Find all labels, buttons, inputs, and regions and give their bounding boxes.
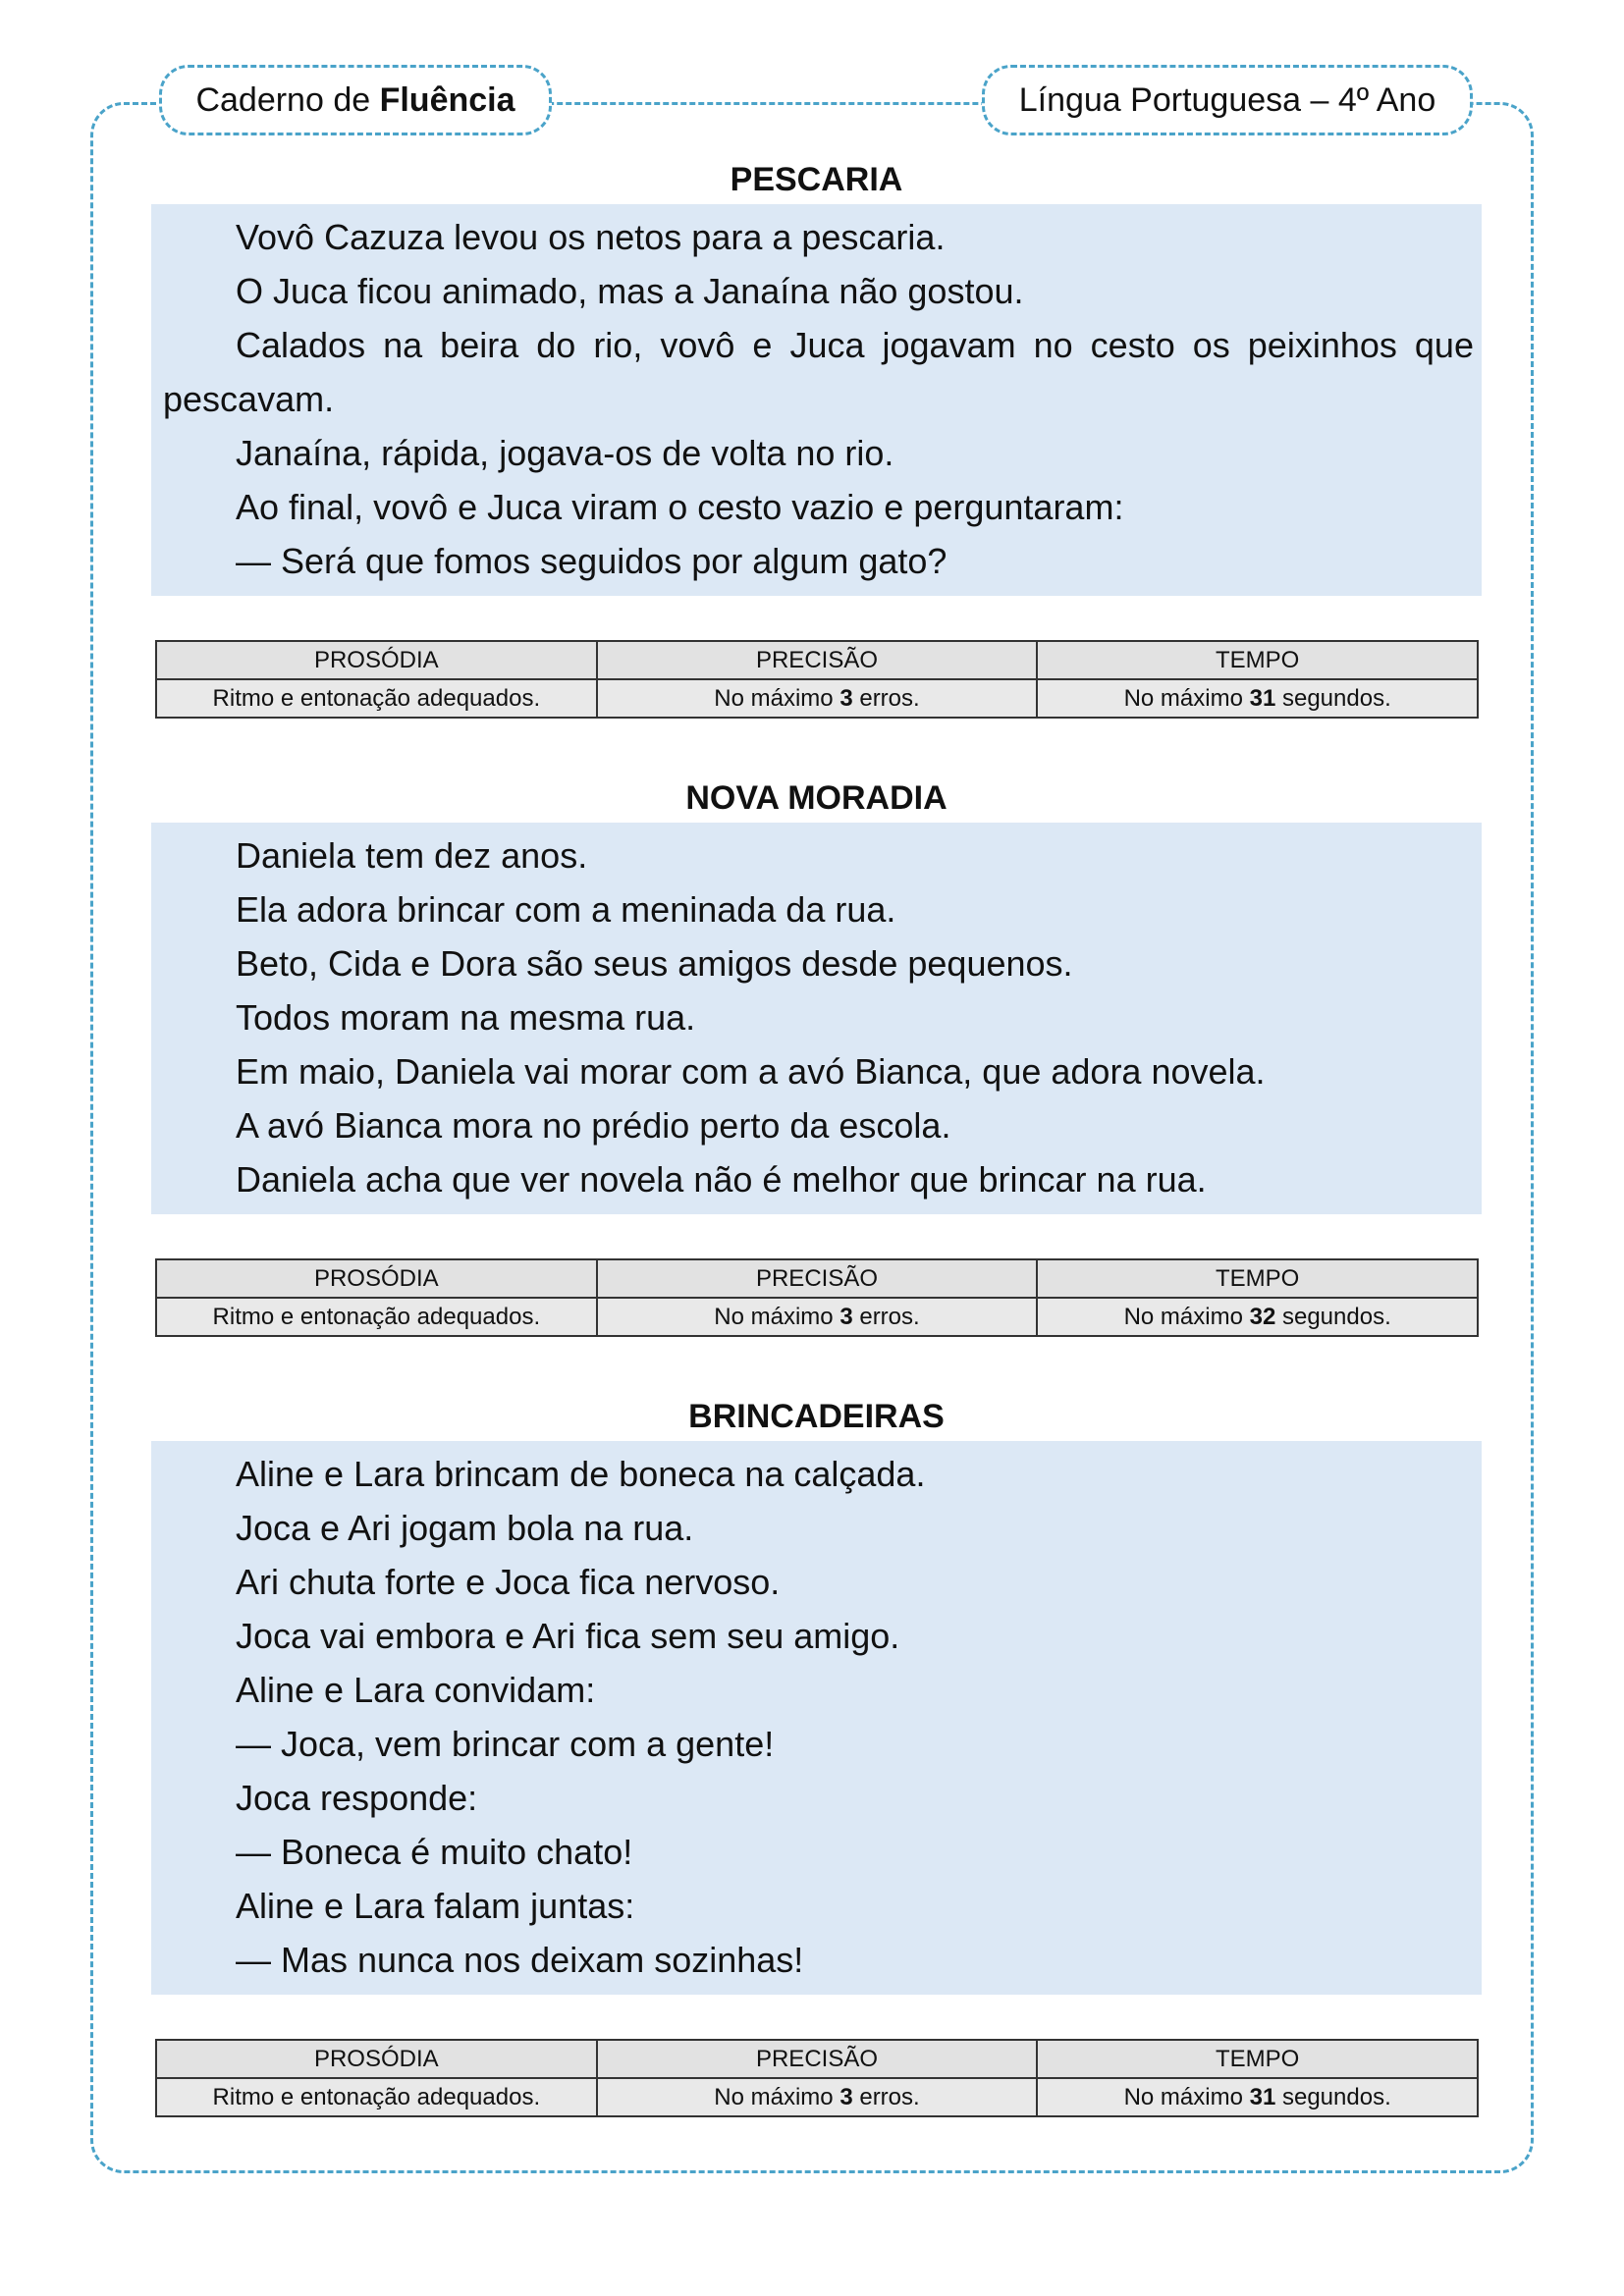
story-text-box (151, 1441, 1482, 1995)
story-text-box (151, 823, 1482, 1214)
rubric-header-precisao: PRECISÃO (597, 1259, 1038, 1298)
rubric-prosodia: Ritmo e entonação adequados. (156, 1298, 597, 1336)
rubric-header-tempo: TEMPO (1037, 2040, 1478, 2078)
notebook-title-bold: Fluência (379, 80, 515, 119)
story-line: Ao final, vovô e Juca viram o cesto vazio e perguntaram: (236, 487, 1124, 527)
rubric-header-prosodia: PROSÓDIA (156, 2040, 597, 2078)
rubric-precisao: No máximo 3 erros. (597, 1298, 1038, 1336)
story-line: Aline e Lara convidam: (236, 1670, 596, 1710)
story-line: Beto, Cida e Dora são seus amigos desde pequenos. (236, 943, 1073, 984)
story-section-brincadeiras (151, 1392, 1482, 1995)
story-line: O Juca ficou animado, mas a Janaína não gostou. (236, 271, 1024, 311)
story-line: Ela adora brincar com a meninada da rua. (236, 889, 896, 930)
story-line: Ari chuta forte e Joca fica nervoso. (236, 1562, 781, 1602)
rubric-table (155, 640, 1479, 719)
story-line: — Será que fomos seguidos por algum gato? (236, 541, 947, 581)
rubric-table (155, 1258, 1479, 1337)
rubric-header-prosodia: PROSÓDIA (156, 641, 597, 679)
story-line: Aline e Lara falam juntas: (236, 1886, 635, 1926)
rubric-header-tempo: TEMPO (1037, 1259, 1478, 1298)
story-line-justified: Calados na beira do rio, vovô e Juca jogavam no cesto os peixinhos que (236, 325, 1474, 365)
story-line: A avó Bianca mora no prédio perto da escola. (236, 1105, 951, 1146)
story-line: — Boneca é muito chato! (236, 1832, 633, 1872)
rubric-tempo: No máximo 32 segundos. (1037, 1298, 1478, 1336)
rubric-header-tempo: TEMPO (1037, 641, 1478, 679)
rubric-prosodia: Ritmo e entonação adequados. (156, 2078, 597, 2116)
story-line: Daniela tem dez anos. (236, 835, 588, 876)
rubric-table (155, 2039, 1479, 2117)
story-line: — Joca, vem brincar com a gente! (236, 1724, 775, 1764)
rubric-header-precisao: PRECISÃO (597, 2040, 1038, 2078)
story-line: Aline e Lara brincam de boneca na calçada. (236, 1454, 926, 1494)
story-line: pescavam. (163, 379, 335, 419)
story-line: Joca responde: (236, 1778, 478, 1818)
story-line: Joca vai embora e Ari fica sem seu amigo. (236, 1616, 900, 1656)
story-line: Joca e Ari jogam bola na rua. (236, 1508, 694, 1548)
notebook-title-tab (159, 65, 552, 135)
story-line: Daniela acha que ver novela não é melhor que brincar na rua. (236, 1159, 1207, 1200)
story-line: Vovô Cazuza levou os netos para a pescaria. (236, 217, 946, 257)
story-line: — Mas nunca nos deixam sozinhas! (236, 1940, 804, 1980)
story-line: Em maio, Daniela vai morar com a avó Bianca, que adora novela. (236, 1051, 1266, 1092)
story-title: PESCARIA (730, 161, 903, 198)
rubric-prosodia: Ritmo e entonação adequados. (156, 679, 597, 718)
subject-tab (982, 65, 1473, 135)
rubric-precisao: No máximo 3 erros. (597, 679, 1038, 718)
rubric-precisao: No máximo 3 erros. (597, 2078, 1038, 2116)
story-title: BRINCADEIRAS (688, 1398, 945, 1435)
subject-label: Língua Portuguesa – 4º Ano (1018, 80, 1436, 119)
rubric-tempo: No máximo 31 segundos. (1037, 679, 1478, 718)
rubric-header-prosodia: PROSÓDIA (156, 1259, 597, 1298)
story-line: Janaína, rápida, jogava-os de volta no rio. (236, 433, 894, 473)
story-title: NOVA MORADIA (685, 779, 947, 817)
story-section-pescaria (151, 155, 1482, 596)
rubric-header-precisao: PRECISÃO (597, 641, 1038, 679)
notebook-title-prefix: Caderno de (195, 80, 371, 119)
story-section-nova-moradia (151, 774, 1482, 1214)
story-text-box (151, 204, 1482, 596)
rubric-tempo: No máximo 31 segundos. (1037, 2078, 1478, 2116)
story-line: Todos moram na mesma rua. (236, 997, 696, 1038)
